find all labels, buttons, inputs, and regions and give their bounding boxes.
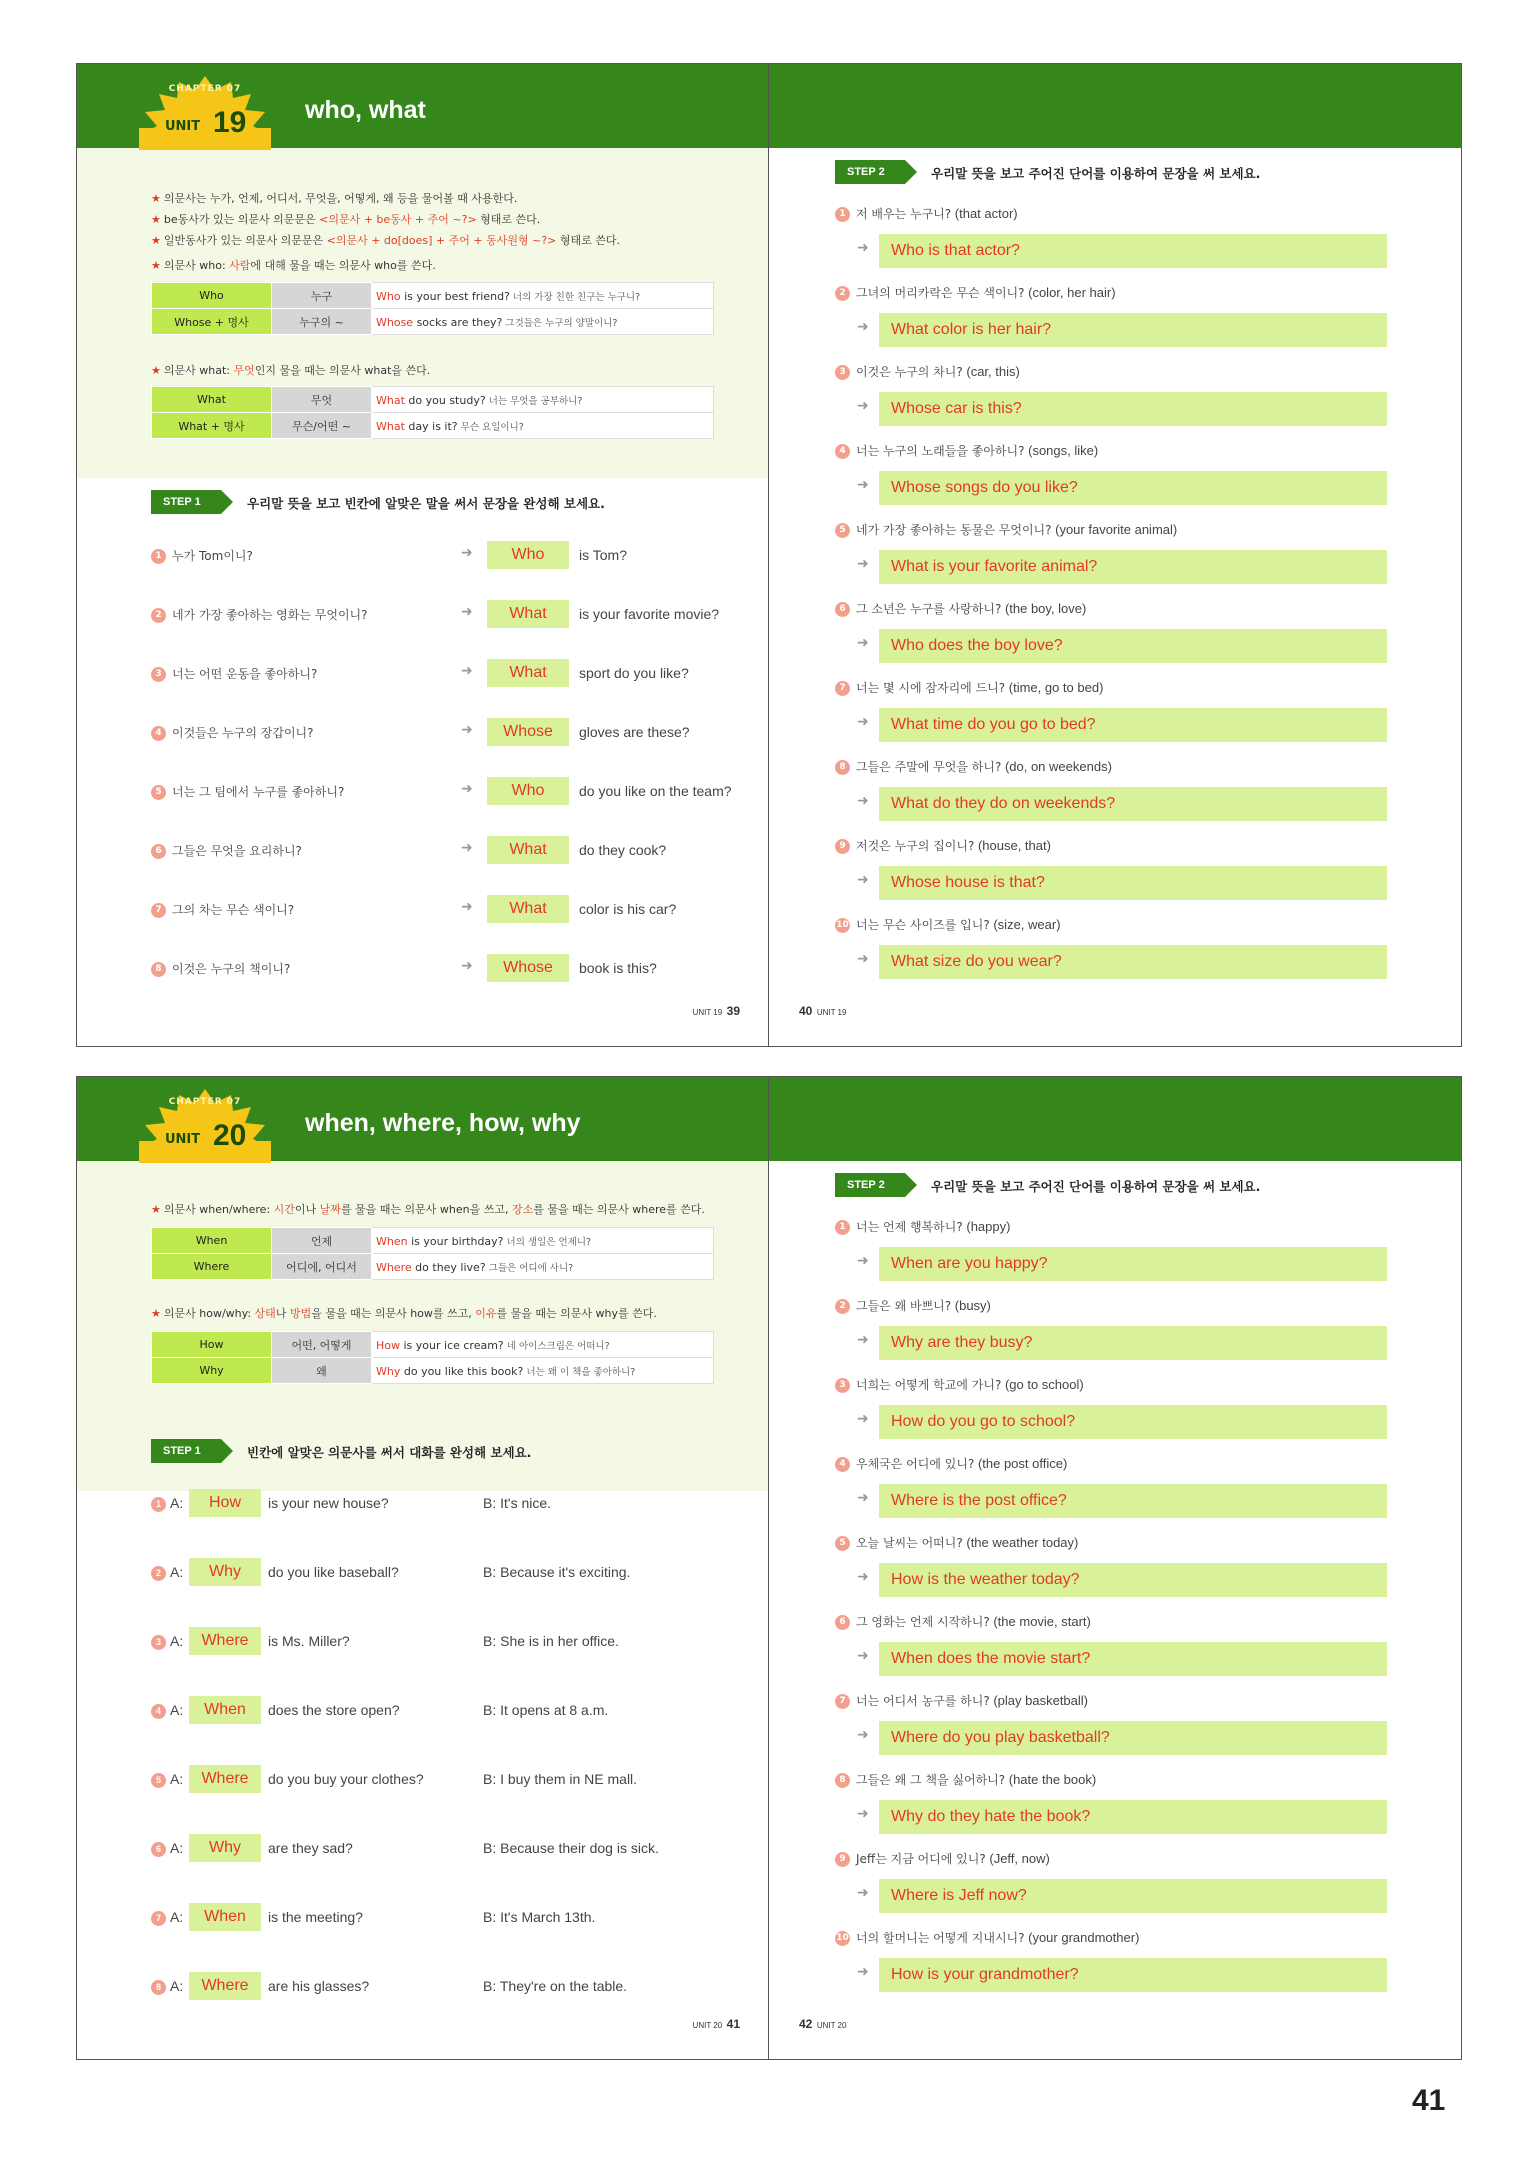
answer-field[interactable]: What do they do on weekends? <box>879 787 1387 821</box>
table-cell-word: What <box>152 387 272 413</box>
star-icon: ★ <box>151 213 161 226</box>
arrow-icon: ➜ <box>461 722 473 738</box>
unit-title: who, what <box>305 96 426 124</box>
exercise-answer <box>857 708 1387 742</box>
exercise-question: 1 너는 언제 행복하니? (happy) <box>835 1218 1010 1235</box>
exercise-answer <box>857 629 1387 663</box>
exercise-question: 5 네가 가장 좋아하는 동물은 무엇이니? (your favorite animal) <box>835 521 1177 538</box>
exercise-question: 8 그들은 주말에 무엇을 하니? (do, on weekends) <box>835 758 1112 775</box>
table-row <box>152 309 714 335</box>
exercise-question: 2 그녀의 머리카락은 무슨 색이니? (color, her hair) <box>835 284 1116 301</box>
answer-field[interactable]: Who does the boy love? <box>879 629 1387 663</box>
answer-field[interactable]: When <box>189 1696 261 1724</box>
table-row <box>152 1228 714 1254</box>
exercise-question: 9 저것은 누구의 집이니? (house, that) <box>835 837 1051 854</box>
exercise-answer <box>857 1326 1387 1360</box>
step-tag: STEP 1 <box>151 1439 221 1463</box>
arrow-icon: ➜ <box>857 240 869 256</box>
exercise-item: 3 너는 어떤 운동을 좋아하니? ➜ What sport do you like? <box>151 659 761 687</box>
table-row <box>152 1254 714 1280</box>
unit-banner <box>769 1077 1461 1161</box>
answer-field[interactable]: Who is that actor? <box>879 234 1387 268</box>
step-instruction: 빈칸에 알맞은 의문사를 써서 대화를 완성해 보세요. <box>247 1445 532 1460</box>
arrow-icon: ➜ <box>857 714 869 730</box>
arrow-icon: ➜ <box>857 398 869 414</box>
answer-field[interactable]: When <box>189 1903 261 1931</box>
table-cell-example: How is your ice cream? 네 아이스크림은 어떠니? <box>372 1332 714 1358</box>
table-cell-word: How <box>152 1332 272 1358</box>
answer-field[interactable]: What <box>487 600 569 628</box>
arrow-icon: ➜ <box>857 1332 869 1348</box>
page-footer: UNIT 20 41 <box>692 2017 740 2031</box>
exercise-question: 9 Jeff는 지금 어디에 있니? (Jeff, now) <box>835 1850 1050 1867</box>
grammar-table-how-why <box>151 1331 714 1384</box>
answer-field[interactable]: When are you happy? <box>879 1247 1387 1281</box>
exercise-answer <box>857 234 1387 268</box>
arrow-icon: ➜ <box>461 663 473 679</box>
table-cell-example: What do you study? 너는 무엇을 공부하니? <box>372 387 714 413</box>
exercise-item: 1 누가 Tom이니? ➜ Who is Tom? <box>151 541 761 569</box>
exercise-answer <box>857 1958 1387 1992</box>
answer-field[interactable]: What is your favorite animal? <box>879 550 1387 584</box>
table-cell-meaning: 어디에, 어디서 <box>272 1254 372 1280</box>
page-footer: UNIT 19 39 <box>692 1004 740 1018</box>
exercise-answer <box>857 550 1387 584</box>
unit-banner <box>769 64 1461 148</box>
table-cell-example: Where do they live? 그들은 어디에 사니? <box>372 1254 714 1280</box>
exercise-question: 3 너희는 어떻게 학교에 가니? (go to school) <box>835 1376 1084 1393</box>
answer-field[interactable]: When does the movie start? <box>879 1642 1387 1676</box>
chapter-label: CHAPTER 07 <box>168 1097 242 1107</box>
answer-field[interactable]: What <box>487 836 569 864</box>
arrow-icon: ➜ <box>461 840 473 856</box>
exercise-answer <box>857 787 1387 821</box>
dialogue-item: 1 A: How is your new house? B: It's nice. <box>151 1489 761 1517</box>
exercise-question: 7 너는 어디서 농구를 하니? (play basketball) <box>835 1692 1088 1709</box>
star-icon: ★ <box>151 192 161 205</box>
answer-field[interactable]: Why do they hate the book? <box>879 1800 1387 1834</box>
table-cell-meaning: 무엇 <box>272 387 372 413</box>
table-row <box>152 1332 714 1358</box>
arrow-icon: ➜ <box>857 1727 869 1743</box>
exercise-answer <box>857 945 1387 979</box>
exercise-question: 2 그들은 왜 바쁘니? (busy) <box>835 1297 991 1314</box>
step-instruction: 우리말 뜻을 보고 주어진 단어를 이용하여 문장을 써 보세요. <box>931 166 1261 181</box>
exercise-question: 5 오늘 날씨는 어떠니? (the weather today) <box>835 1534 1078 1551</box>
arrow-icon: ➜ <box>857 1964 869 1980</box>
exercise-item: 6 그들은 무엇을 요리하니? ➜ What do they cook? <box>151 836 761 864</box>
table-row <box>152 387 714 413</box>
star-icon: ★ <box>151 364 161 377</box>
arrow-icon: ➜ <box>461 899 473 915</box>
arrow-icon: ➜ <box>461 781 473 797</box>
dialogue-item: 4 A: When does the store open? B: It opens at 8 a.m. <box>151 1696 761 1724</box>
exercise-item: 7 그의 차는 무슨 색이니? ➜ What color is his car? <box>151 895 761 923</box>
answer-field[interactable]: Whose songs do you like? <box>879 471 1387 505</box>
unit-word: UNIT <box>165 119 201 134</box>
step-instruction: 우리말 뜻을 보고 주어진 단어를 이용하여 문장을 써 보세요. <box>931 1179 1261 1194</box>
exercise-question: 10 너는 무슨 사이즈를 입니? (size, wear) <box>836 917 1061 932</box>
step-tag: STEP 2 <box>835 160 905 184</box>
grammar-table-who <box>151 282 714 335</box>
table-cell-word: What + 명사 <box>152 413 272 439</box>
page-footer: 40 UNIT 19 <box>799 1004 847 1018</box>
exercise-item: 5 너는 그 팀에서 누구를 좋아하니? ➜ Who do you like on the team? <box>151 777 761 805</box>
dialogue-item: 6 A: Why are they sad? B: Because their dog is sick. <box>151 1834 761 1862</box>
star-icon: ★ <box>151 1203 161 1216</box>
exercise-question: 4 우체국은 어디에 있니? (the post office) <box>835 1455 1067 1472</box>
table-cell-example: Whose socks are they? 그것들은 누구의 양말이니? <box>372 309 714 335</box>
answer-field[interactable]: Whose <box>487 954 569 982</box>
exercise-answer <box>857 471 1387 505</box>
page-39 <box>77 64 769 1046</box>
answer-field[interactable]: Where is the post office? <box>879 1484 1387 1518</box>
arrow-icon: ➜ <box>857 1569 869 1585</box>
step-tag: STEP 1 <box>151 490 221 514</box>
grammar-table-what <box>151 386 714 439</box>
grammar-table-when-where <box>151 1227 714 1280</box>
exercise-answer <box>857 1721 1387 1755</box>
answer-field[interactable]: Why <box>189 1834 261 1862</box>
answer-field[interactable]: Where do you play basketball? <box>879 1721 1387 1755</box>
table-row <box>152 283 714 309</box>
exercise-answer <box>857 1879 1387 1913</box>
table-cell-example: What day is it? 무슨 요일이니? <box>372 413 714 439</box>
arrow-icon: ➜ <box>857 477 869 493</box>
table-cell-example: Why do you like this book? 너는 왜 이 책을 좋아하니? <box>372 1358 714 1384</box>
exercise-answer <box>857 1484 1387 1518</box>
answer-field[interactable]: Where <box>189 1765 261 1793</box>
exercise-answer <box>857 1405 1387 1439</box>
unit-badge <box>135 76 275 150</box>
answer-field[interactable]: Whose house is that? <box>879 866 1387 900</box>
arrow-icon: ➜ <box>857 1253 869 1269</box>
star-icon: ★ <box>151 1307 161 1320</box>
arrow-icon: ➜ <box>461 545 473 561</box>
answer-field[interactable]: Whose car is this? <box>879 392 1387 426</box>
arrow-icon: ➜ <box>857 556 869 572</box>
answer-field[interactable]: What color is her hair? <box>879 313 1387 347</box>
page-42 <box>769 1077 1461 2059</box>
table-cell-word: Why <box>152 1358 272 1384</box>
answer-field[interactable]: How <box>189 1489 261 1517</box>
answer-field[interactable]: Who <box>487 541 569 569</box>
arrow-icon: ➜ <box>857 872 869 888</box>
table-cell-example: When is your birthday? 너의 생일은 언제니? <box>372 1228 714 1254</box>
answer-field[interactable]: What size do you wear? <box>879 945 1387 979</box>
grammar-bullet: ★ 일반동사가 있는 의문사 의문문은 <의문사 + do[does] + 주어 + 동사원형 ~?> 형태로 쓴다. <box>151 234 621 247</box>
page-41 <box>77 1077 769 2059</box>
chapter-label: CHAPTER 07 <box>168 84 242 94</box>
exercise-answer <box>857 1247 1387 1281</box>
exercise-question: 3 이것은 누구의 차니? (car, this) <box>835 363 1020 380</box>
dialogue-item: 8 A: Where are his glasses? B: They're on the table. <box>151 1972 761 2000</box>
exercise-question: 8 그들은 왜 그 책을 싫어하니? (hate the book) <box>835 1771 1096 1788</box>
answer-field[interactable]: What time do you go to bed? <box>879 708 1387 742</box>
table-cell-word: Who <box>152 283 272 309</box>
answer-field[interactable]: Where <box>189 1972 261 2000</box>
step-instruction: 우리말 뜻을 보고 빈칸에 알맞은 말을 써서 문장을 완성해 보세요. <box>247 496 605 511</box>
exercise-answer <box>857 1563 1387 1597</box>
unit-number: 19 <box>213 106 247 139</box>
exercise-question: 6 그 소년은 누구를 사랑하니? (the boy, love) <box>835 600 1086 617</box>
dialogue-item: 3 A: Where is Ms. Miller? B: She is in her office. <box>151 1627 761 1655</box>
exercise-answer <box>857 866 1387 900</box>
unit-badge <box>135 1089 275 1163</box>
arrow-icon: ➜ <box>461 604 473 620</box>
star-icon: ★ <box>151 234 161 247</box>
answer-field[interactable]: How is your grandmother? <box>879 1958 1387 1992</box>
arrow-icon: ➜ <box>857 1490 869 1506</box>
arrow-icon: ➜ <box>857 951 869 967</box>
answer-field[interactable]: What <box>487 659 569 687</box>
arrow-icon: ➜ <box>857 1411 869 1427</box>
arrow-icon: ➜ <box>857 793 869 809</box>
answer-field[interactable]: What <box>487 895 569 923</box>
table-cell-meaning: 왜 <box>272 1358 372 1384</box>
exercise-answer <box>857 1642 1387 1676</box>
answer-field[interactable]: Why <box>189 1558 261 1586</box>
arrow-icon: ➜ <box>857 1806 869 1822</box>
arrow-icon: ➜ <box>857 1885 869 1901</box>
arrow-icon: ➜ <box>857 635 869 651</box>
answer-field[interactable]: How is the weather today? <box>879 1563 1387 1597</box>
answer-field[interactable]: How do you go to school? <box>879 1405 1387 1439</box>
spread-unit-19 <box>76 63 1462 1047</box>
unit-title: when, where, how, why <box>305 1109 581 1137</box>
exercise-question: 7 너는 몇 시에 잠자리에 드니? (time, go to bed) <box>835 679 1103 696</box>
table-cell-meaning: 언제 <box>272 1228 372 1254</box>
exercise-question: 1 저 배우는 누구니? (that actor) <box>835 205 1018 222</box>
table-cell-word: Whose + 명사 <box>152 309 272 335</box>
dialogue-item: 2 A: Why do you like baseball? B: Because it's exciting. <box>151 1558 761 1586</box>
unit-number: 20 <box>213 1119 247 1152</box>
table-cell-word: Where <box>152 1254 272 1280</box>
page-footer: 42 UNIT 20 <box>799 2017 847 2031</box>
exercise-answer <box>857 313 1387 347</box>
exercise-answer <box>857 1800 1387 1834</box>
arrow-icon: ➜ <box>857 319 869 335</box>
grammar-bullet: ★ be동사가 있는 의문사 의문문은 <의문사 + be동사 + 주어 ~?> 형태로 쓴다. <box>151 213 541 226</box>
table-cell-meaning: 누구의 ~ <box>272 309 372 335</box>
unit-word: UNIT <box>165 1132 201 1147</box>
exercise-answer <box>857 392 1387 426</box>
answer-field[interactable]: Where is Jeff now? <box>879 1879 1387 1913</box>
arrow-icon: ➜ <box>461 958 473 974</box>
table-row <box>152 413 714 439</box>
page-40 <box>769 64 1461 1046</box>
exercise-question: 10 너의 할머니는 어떻게 지내시니? (your grandmother) <box>836 1930 1140 1945</box>
table-cell-meaning: 누구 <box>272 283 372 309</box>
dialogue-item: 7 A: When is the meeting? B: It's March 13th. <box>151 1903 761 1931</box>
arrow-icon: ➜ <box>857 1648 869 1664</box>
answer-field[interactable]: Why are they busy? <box>879 1326 1387 1360</box>
table-cell-meaning: 어떤, 어떻게 <box>272 1332 372 1358</box>
dialogue-item: 5 A: Where do you buy your clothes? B: I buy them in NE mall. <box>151 1765 761 1793</box>
exercise-item: 2 네가 가장 좋아하는 영화는 무엇이니? ➜ What is your favorite movie? <box>151 600 761 628</box>
answer-field[interactable]: Where <box>189 1627 261 1655</box>
exercise-item: 8 이것은 누구의 책이니? ➜ Whose book is this? <box>151 954 761 982</box>
table-row <box>152 1358 714 1384</box>
answer-field[interactable]: Whose <box>487 718 569 746</box>
spread-unit-20 <box>76 1076 1462 2060</box>
table-cell-example: Who is your best friend? 너의 가장 친한 친구는 누구니? <box>372 283 714 309</box>
exercise-item: 4 이것들은 누구의 장갑이니? ➜ Whose gloves are these? <box>151 718 761 746</box>
exercise-question: 6 그 영화는 언제 시작하니? (the movie, start) <box>835 1613 1091 1630</box>
grammar-bullet: ★ 의문사 who: 사람에 대해 물을 때는 의문사 who를 쓴다. <box>151 259 436 272</box>
star-icon: ★ <box>151 259 161 272</box>
exercise-question: 4 너는 누구의 노래들을 좋아하니? (songs, like) <box>835 442 1098 459</box>
grammar-bullet: ★ 의문사는 누가, 언제, 어디서, 무엇을, 어떻게, 왜 등을 물어볼 때 사용한다. <box>151 192 518 205</box>
step-tag: STEP 2 <box>835 1173 905 1197</box>
grammar-bullet: ★ 의문사 what: 무엇인지 물을 때는 의문사 what을 쓴다. <box>151 364 431 377</box>
table-cell-meaning: 무슨/어떤 ~ <box>272 413 372 439</box>
grammar-bullet: ★ 의문사 when/where: 시간이나 날짜를 물을 때는 의문사 when을 쓰고, 장소를 물을 때는 의문사 where를 쓴다. <box>151 1203 705 1216</box>
table-cell-word: When <box>152 1228 272 1254</box>
grammar-bullet: ★ 의문사 how/why: 상태나 방법을 물을 때는 의문사 how를 쓰고, 이유를 물을 때는 의문사 why를 쓴다. <box>151 1307 657 1320</box>
sheet-page-number: 41 <box>1412 2084 1446 2117</box>
answer-field[interactable]: Who <box>487 777 569 805</box>
